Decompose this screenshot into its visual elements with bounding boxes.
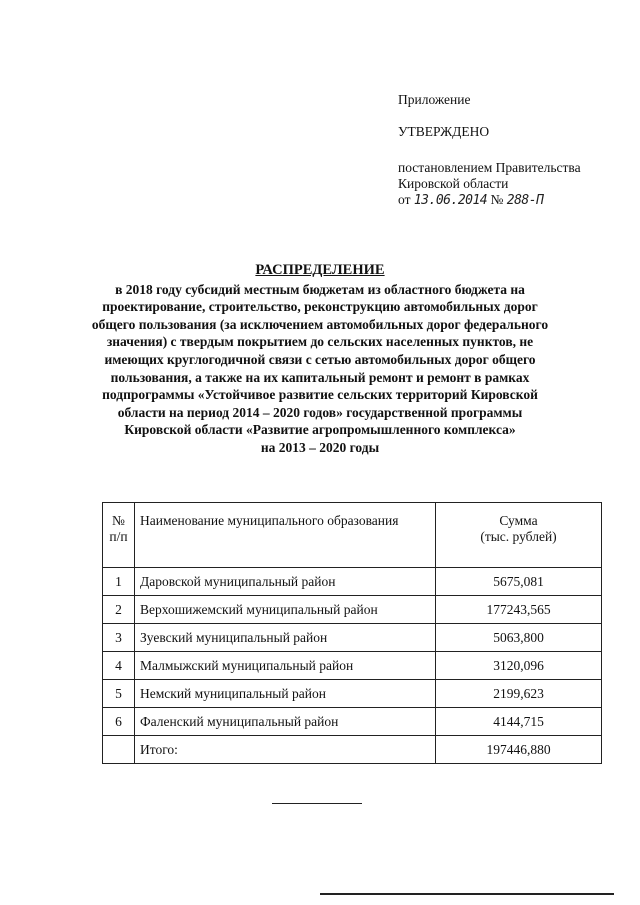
- date-number-line: [398, 192, 633, 209]
- row-number: 1: [103, 568, 135, 596]
- title-line: Кировской области «Развитие агропромышленного комплекса»: [124, 422, 516, 438]
- total-row: [103, 736, 602, 764]
- row-sum: 177243,565: [436, 596, 602, 624]
- total-sum: 197446,880: [436, 736, 602, 764]
- row-municipality: Немский муниципальный район: [135, 680, 436, 708]
- distribution-table: [102, 502, 602, 764]
- header-sum-title: Сумма: [499, 513, 538, 528]
- table-row: [103, 680, 602, 708]
- resolution-number: 288-П: [506, 193, 544, 208]
- table-row: [103, 708, 602, 736]
- title-heading: РАСПРЕДЕЛЕНИЕ: [255, 262, 385, 278]
- page-edge-line: [320, 893, 614, 895]
- header-name: Наименование муниципального образования: [135, 503, 436, 568]
- row-municipality: Зуевский муниципальный район: [135, 624, 436, 652]
- table-row: [103, 568, 602, 596]
- title-line: подпрограммы «Устойчивое развитие сельских территорий Кировской: [102, 387, 538, 403]
- table-row: [103, 596, 602, 624]
- title-line: общего пользования (за исключением автомобильных дорог федерального: [91, 316, 549, 332]
- row-number: 3: [103, 624, 135, 652]
- header-number-abbr: п/п: [109, 529, 128, 544]
- table-header-row: [103, 503, 602, 568]
- title-line: имеющих круглогодичной связи с сетью автомобильных дорог общего: [104, 351, 536, 367]
- table-row: [103, 624, 602, 652]
- resolution-line: постановлением Правительства: [398, 160, 581, 175]
- row-number: 2: [103, 596, 135, 624]
- table-row: [103, 652, 602, 680]
- document-title: [70, 262, 570, 457]
- region-line: Кировской области: [398, 176, 509, 191]
- number-prefix: №: [490, 192, 504, 207]
- title-line: значения) с твердым покрытием до сельских населенных пунктов, не: [106, 334, 534, 350]
- title-line: пользования, а также на их капитальный ремонт и ремонт в рамках: [110, 369, 530, 385]
- total-label: Итого:: [135, 736, 436, 764]
- title-line: проектирование, строительство, реконструкцию автомобильных дорог: [102, 299, 538, 315]
- total-number-empty: [103, 736, 135, 764]
- row-municipality: Малмыжский муниципальный район: [135, 652, 436, 680]
- title-line: области на период 2014 – 2020 годов» государственной программы: [117, 404, 523, 420]
- title-line: в 2018 году субсидий местным бюджетам из областного бюджета на: [115, 281, 525, 297]
- row-municipality: Верхошижемский муниципальный район: [135, 596, 436, 624]
- approval-block: [398, 92, 633, 209]
- header-number-symbol: №: [112, 513, 125, 528]
- appendix-label: Приложение: [398, 92, 471, 107]
- row-sum: 3120,096: [436, 652, 602, 680]
- date-prefix: от: [398, 192, 411, 207]
- row-municipality: Фаленский муниципальный район: [135, 708, 436, 736]
- title-line: на 2013 – 2020 годы: [260, 439, 380, 455]
- row-sum: 5675,081: [436, 568, 602, 596]
- row-number: 4: [103, 652, 135, 680]
- row-number: 6: [103, 708, 135, 736]
- row-municipality: Даровской муниципальный район: [135, 568, 436, 596]
- row-sum: 5063,800: [436, 624, 602, 652]
- header-sum-unit: (тыс. рублей): [480, 529, 557, 544]
- row-sum: 2199,623: [436, 680, 602, 708]
- header-number: [103, 503, 135, 568]
- row-sum: 4144,715: [436, 708, 602, 736]
- row-number: 5: [103, 680, 135, 708]
- resolution-date: 13.06.2014: [413, 193, 488, 208]
- approved-label: УТВЕРЖДЕНО: [398, 124, 490, 139]
- header-sum: [436, 503, 602, 568]
- end-divider: [272, 803, 362, 804]
